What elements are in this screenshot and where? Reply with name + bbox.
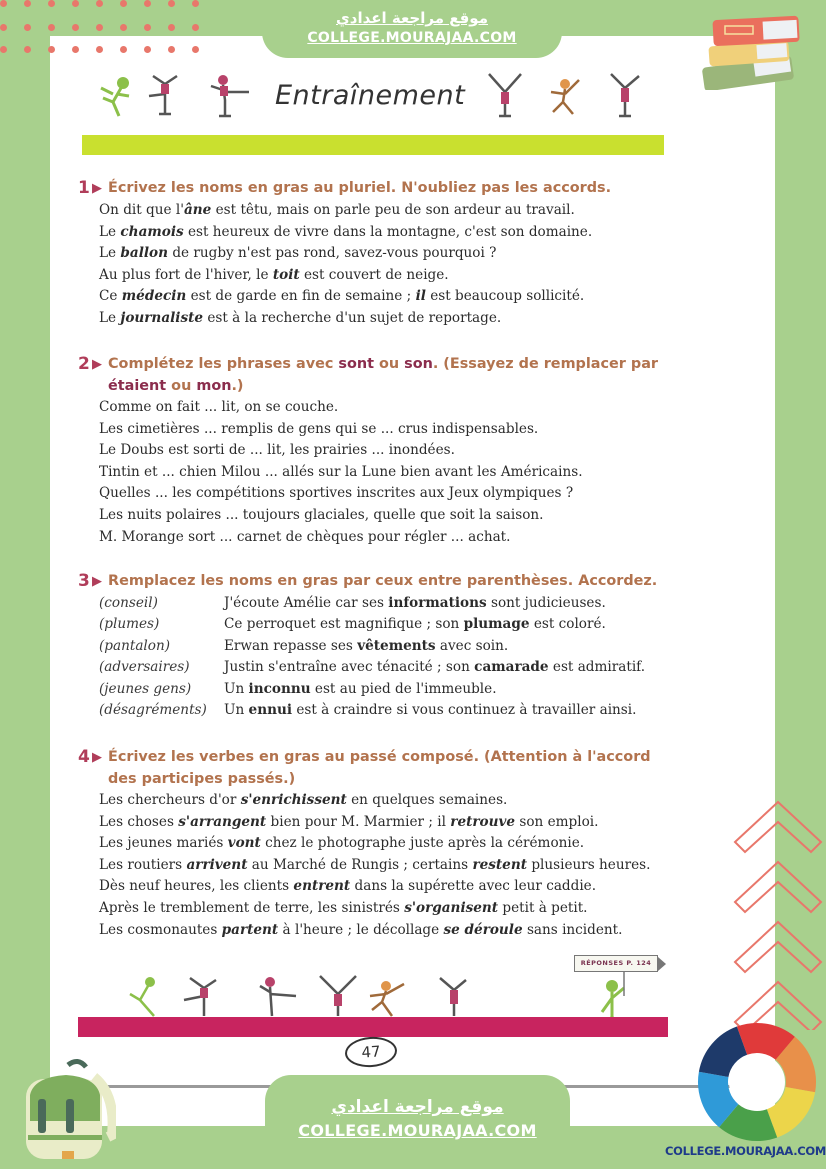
exercise-3 bbox=[78, 570, 678, 721]
sentence-text: est têtu, mais on parle peu de son ardeur au travail. bbox=[211, 202, 575, 218]
sentence-text: Le bbox=[99, 245, 121, 262]
sentence-text: dans la supérette avec leur caddie. bbox=[350, 878, 597, 895]
sentence-line bbox=[99, 812, 678, 834]
bold-keyword: ballon bbox=[120, 245, 168, 262]
substitution-row bbox=[99, 679, 678, 700]
exercise-instruction: Remplacez les noms en gras par ceux entre parenthèses. Accordez. bbox=[108, 573, 658, 589]
exercise-number: 4 bbox=[78, 747, 90, 767]
sentence-text: au Marché de Rungis ; certains bbox=[247, 856, 473, 873]
sentence-text: est coloré. bbox=[529, 616, 606, 633]
bold-keyword: se déroule bbox=[443, 921, 523, 938]
sentence-text: Les routiers bbox=[99, 856, 187, 873]
dancing-stickman-icon bbox=[205, 70, 257, 120]
section-title-row bbox=[90, 66, 670, 126]
sentence-line bbox=[99, 790, 678, 812]
sentence-text: Ce bbox=[99, 288, 122, 305]
sentence-text: chez le photographe juste après la cérémonie. bbox=[260, 835, 585, 852]
bold-keyword: entrent bbox=[293, 878, 351, 895]
footer-bar bbox=[78, 1017, 668, 1037]
sentence-text: est au pied de l'immeuble. bbox=[310, 680, 497, 697]
sentence-text: plusieurs heures. bbox=[527, 856, 651, 873]
site-url-link[interactable]: COLLEGE.MOURAJAA.COM bbox=[298, 1121, 537, 1140]
bold-keyword: retrouve bbox=[450, 813, 516, 830]
running-stickman-icon bbox=[95, 74, 135, 120]
backpack-icon bbox=[16, 1055, 116, 1165]
sentence-line bbox=[99, 833, 678, 855]
sentence-line bbox=[99, 876, 678, 898]
bold-keyword: s'organisent bbox=[404, 899, 499, 916]
sentence-text: Les cosmonautes bbox=[99, 921, 222, 938]
sentence-line: Les nuits polaires ... toujours glaciales, quelle que soit la saison. bbox=[99, 506, 544, 523]
sentence-text: est à la recherche d'un sujet de reportage. bbox=[203, 309, 502, 326]
exercise-sentences bbox=[99, 790, 678, 941]
sentence-text: avec soin. bbox=[435, 637, 509, 654]
sentence-text: J'écoute Amélie car ses bbox=[224, 595, 389, 611]
books-stack-icon bbox=[695, 10, 805, 90]
exercise-sentences bbox=[99, 397, 678, 548]
sentence-text: Après le tremblement de terre, les sinistrés bbox=[99, 899, 405, 916]
replacement-cue: (jeunes gens) bbox=[99, 680, 192, 697]
bold-keyword: il bbox=[415, 288, 426, 305]
sentence-line bbox=[99, 308, 678, 330]
bold-keyword: vont bbox=[227, 835, 261, 852]
replacement-cue: (plumes) bbox=[99, 616, 160, 633]
title-underline-bar bbox=[82, 135, 664, 155]
sentence-line bbox=[99, 898, 678, 920]
sentence-line bbox=[99, 855, 678, 877]
sentence-text: petit à petit. bbox=[498, 899, 588, 916]
sentence-line: Tintin et ... chien Milou ... allés sur la Lune bien avant les Américains. bbox=[99, 463, 583, 480]
sentence-line bbox=[99, 286, 678, 308]
sentence-line bbox=[99, 222, 678, 244]
exercise-instruction: Complétez les phrases avec sont ou son. (Essayez de remplacer par étaient ou mon.) bbox=[108, 356, 659, 394]
sentence-line: M. Morange sort ... carnet de chèques pour régler ... achat. bbox=[99, 528, 511, 545]
bold-keyword: arrivent bbox=[186, 856, 248, 873]
sentence-line bbox=[224, 614, 606, 635]
sentence-text: Les jeunes mariés bbox=[99, 835, 228, 852]
sentence-line bbox=[224, 636, 508, 657]
site-header-banner[interactable] bbox=[262, 0, 562, 58]
chevron-up-icon bbox=[733, 790, 823, 1030]
bold-keyword: restent bbox=[472, 856, 527, 873]
replacement-cue: (conseil) bbox=[99, 595, 158, 611]
sentence-line: Comme on fait ... lit, on se couche. bbox=[99, 399, 339, 415]
bold-keyword: camarade bbox=[474, 659, 549, 676]
sentence-line: Quelles ... les compétitions sportives inscrites aux Jeux olympiques ? bbox=[99, 485, 574, 502]
substitution-row bbox=[99, 657, 678, 678]
replacement-cue: (adversaires) bbox=[99, 659, 190, 676]
sentence-text: est admiratif. bbox=[548, 659, 646, 676]
answers-page-sign: RÉPONSES P. 124 bbox=[574, 955, 658, 972]
bold-keyword: journaliste bbox=[120, 309, 204, 326]
handstand-stickman-icon bbox=[145, 70, 185, 120]
bold-keyword: vêtements bbox=[357, 637, 436, 654]
exercise-number: 3 bbox=[78, 571, 90, 591]
bold-keyword: plumage bbox=[463, 616, 530, 633]
bold-keyword: ennui bbox=[248, 702, 293, 719]
exercise-substitution-table bbox=[99, 593, 678, 721]
bold-keyword: toit bbox=[272, 266, 300, 283]
sentence-line bbox=[224, 679, 497, 700]
sentence-line bbox=[99, 200, 678, 222]
sentence-text: Un bbox=[224, 702, 249, 719]
sentence-text: est couvert de neige. bbox=[299, 266, 449, 283]
sentence-text: Dès neuf heures, les clients bbox=[99, 878, 294, 895]
sentence-text: Au plus fort de l'hiver, le bbox=[99, 266, 273, 283]
exercise-instruction: Écrivez les noms en gras au pluriel. N'oubliez pas les accords. bbox=[108, 180, 612, 196]
exercise-1 bbox=[78, 177, 678, 330]
sentence-text: sans incident. bbox=[522, 921, 623, 938]
play-arrow-icon: ▶ bbox=[92, 750, 102, 765]
sentence-text: à l'heure ; le décollage bbox=[278, 921, 444, 938]
exercise-instruction: Écrivez les verbes en gras au passé composé. (Attention à l'accord des participes passés.) bbox=[108, 749, 651, 787]
sentence-line: Le Doubs est sorti de ... lit, les prairies ... inondées. bbox=[99, 442, 455, 459]
page-title: Entraînement bbox=[275, 80, 466, 111]
sentence-text: en quelques semaines. bbox=[346, 792, 508, 808]
site-name-arabic[interactable]: موقع مراجعة اعدادي bbox=[331, 1097, 504, 1117]
sentence-line: Les cimetières ... remplis de gens qui se ... crus indispensables. bbox=[99, 420, 539, 437]
substitution-row bbox=[99, 636, 678, 657]
bold-keyword: âne bbox=[183, 202, 212, 218]
sentence-line bbox=[224, 593, 606, 614]
substitution-row bbox=[99, 593, 678, 614]
sentence-text: est à craindre si vous continuez à travailler ainsi. bbox=[292, 702, 637, 719]
sentence-text: bien pour M. Marmier ; il bbox=[266, 813, 451, 830]
logo-url-text[interactable]: COLLEGE.MOURAJAA.COM bbox=[665, 1144, 826, 1158]
cartwheel-stickman-icon bbox=[485, 70, 525, 122]
sentence-text: Les choses bbox=[99, 813, 179, 830]
sentence-text: est de garde en fin de semaine ; bbox=[186, 288, 416, 305]
school-subjects-wheel-icon bbox=[697, 1022, 817, 1142]
play-arrow-icon: ▶ bbox=[92, 357, 102, 372]
stickmen-row-icon bbox=[120, 972, 480, 1020]
site-footer-banner[interactable] bbox=[265, 1075, 570, 1169]
bold-keyword: médecin bbox=[121, 288, 187, 305]
bold-keyword: inconnu bbox=[248, 680, 311, 697]
sentence-text: Un bbox=[224, 680, 249, 697]
bold-keyword: chamois bbox=[120, 223, 184, 240]
sentence-text: Erwan repasse ses bbox=[224, 637, 358, 654]
exercise-4 bbox=[78, 746, 678, 941]
site-url-link[interactable]: COLLEGE.MOURAJAA.COM bbox=[307, 30, 517, 46]
sentence-text: de rugby n'est pas rond, savez-vous pourquoi ? bbox=[168, 245, 497, 262]
bold-keyword: s'arrangent bbox=[178, 813, 267, 830]
sentence-text: Le bbox=[99, 309, 121, 326]
exercise-2 bbox=[78, 353, 678, 548]
sentence-text: Ce perroquet est magnifique ; son bbox=[224, 616, 464, 633]
sentence-line bbox=[224, 700, 636, 721]
sentence-text: Le bbox=[99, 223, 121, 240]
bold-keyword: s'enrichissent bbox=[240, 792, 347, 808]
bold-keyword: partent bbox=[221, 921, 279, 938]
replacement-cue: (désagréments) bbox=[99, 702, 207, 719]
substitution-row bbox=[99, 614, 678, 635]
exercise-number: 2 bbox=[78, 354, 90, 374]
sentence-line bbox=[99, 243, 678, 265]
sentence-text: son emploi. bbox=[515, 813, 599, 830]
bold-keyword: informations bbox=[388, 595, 487, 611]
play-arrow-icon: ▶ bbox=[92, 574, 102, 589]
play-arrow-icon: ▶ bbox=[92, 181, 102, 196]
sentence-text: sont judicieuses. bbox=[486, 595, 606, 611]
sentence-line bbox=[224, 657, 645, 678]
sentence-line bbox=[99, 920, 678, 942]
jumping-stickman-icon bbox=[545, 72, 585, 120]
exercise-sentences bbox=[99, 200, 678, 330]
replacement-cue: (pantalon) bbox=[99, 637, 171, 654]
sentence-text: Justin s'entraîne avec ténacité ; son bbox=[224, 659, 475, 676]
sentence-text: est beaucoup sollicité. bbox=[425, 288, 585, 305]
sentence-line bbox=[99, 265, 678, 287]
decorative-dots-row bbox=[0, 46, 220, 56]
sentence-text: Les chercheurs d'or bbox=[99, 792, 241, 808]
exercise-number: 1 bbox=[78, 178, 90, 198]
substitution-row bbox=[99, 700, 678, 721]
sentence-text: est heureux de vivre dans la montagne, c'est son domaine. bbox=[183, 223, 593, 240]
handstand-stickman-icon bbox=[605, 70, 645, 122]
sentence-text: On dit que l' bbox=[99, 202, 184, 218]
site-name-arabic[interactable]: موقع مراجعة اعدادي bbox=[336, 9, 488, 27]
page-number: 47 bbox=[344, 1035, 398, 1069]
